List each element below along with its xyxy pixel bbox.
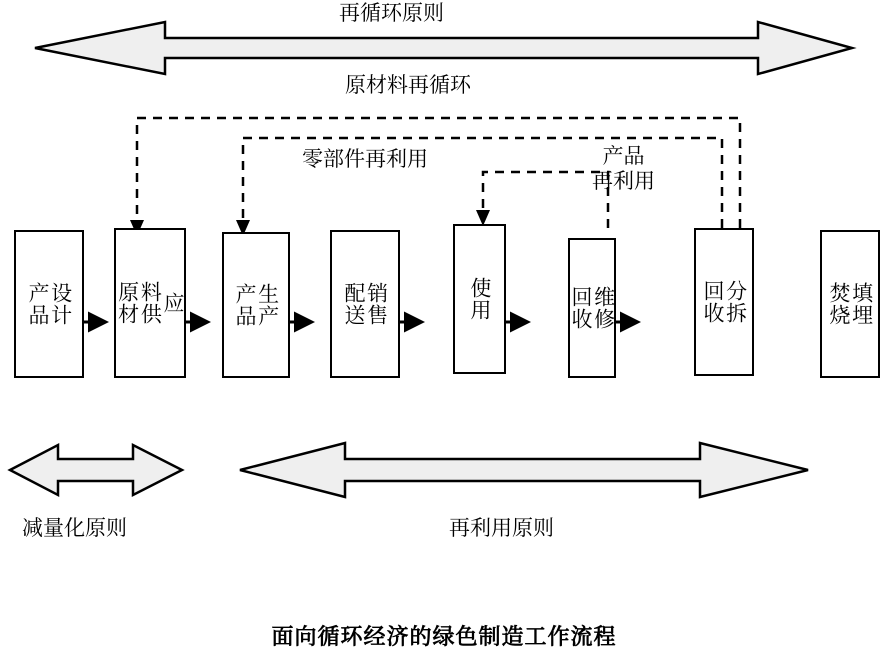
reduce-principle-label: 减量化原则	[22, 516, 127, 540]
node-use-line1: 使用	[467, 277, 492, 321]
node-use[interactable]	[453, 224, 506, 374]
node-material-supply-line1: 原材	[115, 281, 140, 325]
recycle-principle-arrow	[35, 22, 852, 74]
product-reuse-label-line2: 再利用	[592, 169, 655, 194]
node-material-supply-line2: 料供	[138, 281, 163, 325]
node-distribution-sales-line1: 配送	[342, 282, 366, 326]
node-recovery-disassembly-line1: 回收	[701, 280, 725, 324]
node-distribution-sales-line2: 销售	[364, 282, 389, 326]
node-product-design[interactable]	[14, 230, 84, 378]
reuse-principle-arrow	[240, 443, 808, 497]
node-recovery-disassembly[interactable]	[694, 228, 754, 376]
reuse-principle-label: 再利用原则	[449, 516, 554, 540]
node-incineration-landfill-line2: 填埋	[849, 282, 874, 326]
reduce-principle-arrow	[10, 445, 182, 495]
diagram-caption: 面向循环经济的绿色制造工作流程	[271, 625, 617, 650]
product-reuse-label	[592, 144, 655, 194]
material-recycle-label: 原材料再循环	[345, 73, 471, 97]
product-reuse-label-line1: 产品	[602, 144, 645, 168]
node-material-supply[interactable]	[114, 228, 186, 378]
node-product-production[interactable]	[222, 232, 290, 378]
recycle-principle-label: 再循环原则	[339, 1, 444, 25]
parts-reuse-label: 零部件再利用	[302, 147, 428, 171]
node-material-supply-line3: 应	[161, 292, 186, 314]
node-recovery-repair-line2: 维修	[591, 286, 616, 330]
node-incineration-landfill-line1: 焚烧	[827, 282, 851, 326]
node-product-design-line1: 产品	[26, 282, 50, 326]
node-recovery-disassembly-line2: 分拆	[723, 280, 748, 324]
node-recovery-repair-line1: 回收	[569, 286, 593, 330]
node-incineration-landfill[interactable]	[820, 230, 880, 378]
node-product-production-line1: 产品	[233, 283, 257, 327]
node-distribution-sales[interactable]	[330, 230, 400, 378]
product-reuse-loop	[483, 172, 608, 228]
node-product-design-line2: 设计	[48, 282, 73, 326]
node-recovery-repair[interactable]	[568, 238, 616, 378]
node-product-production-line2: 生产	[255, 283, 280, 327]
